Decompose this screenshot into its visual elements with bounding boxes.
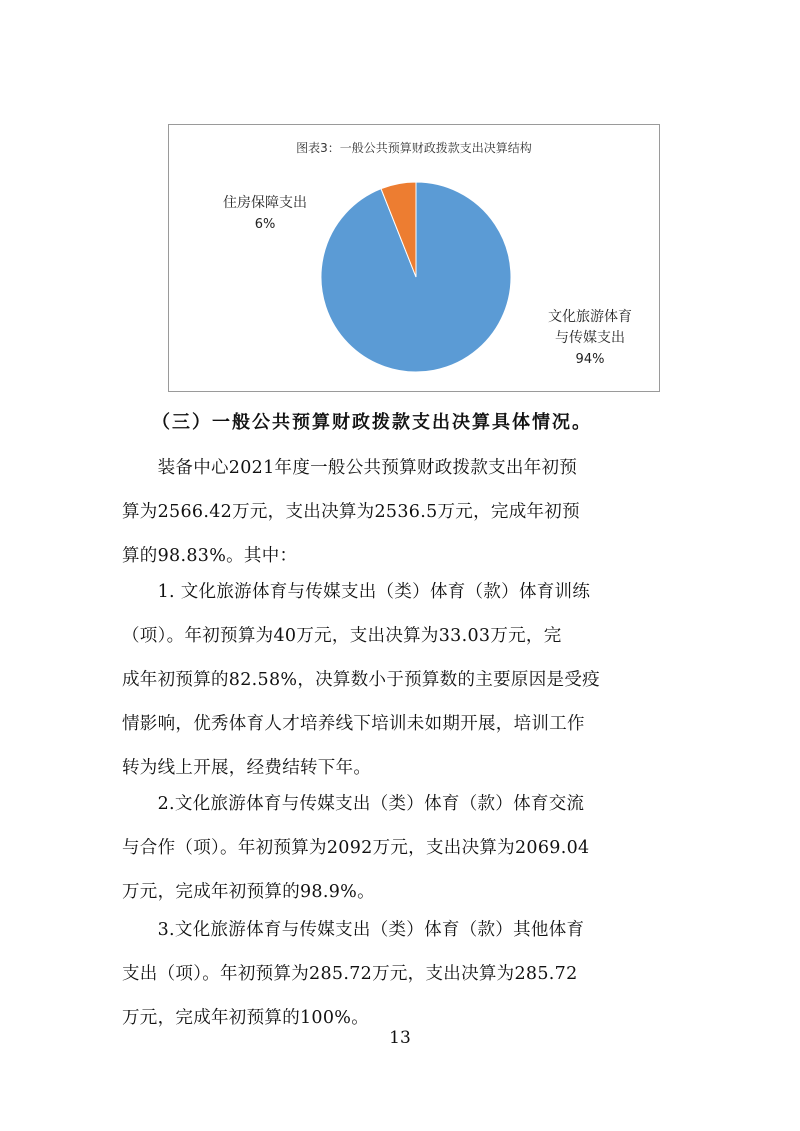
- slice-name-housing: 住房保障支出: [223, 195, 307, 211]
- paragraph-item-1: [122, 570, 682, 790]
- slice-label-culture: [525, 307, 655, 370]
- slice-name-culture-line2: 与传媒支出: [555, 330, 625, 346]
- paragraph-item-3: [122, 908, 682, 1040]
- slice-name-culture-line1: 文化旅游体育: [548, 309, 632, 325]
- paragraph-line: 支出（项）。年初预算为285.72万元，支出决算为285.72: [122, 964, 578, 984]
- paragraph-line: 2.文化旅游体育与传媒支出（类）体育（款）体育交流: [122, 794, 585, 814]
- paragraph-summary: [122, 446, 682, 578]
- page-number: 13: [389, 1028, 411, 1048]
- slice-percent-housing: 6%: [254, 217, 276, 232]
- paragraph-line: 1. 文化旅游体育与传媒支出（类）体育（款）体育训练: [122, 582, 591, 602]
- paragraph-line: 万元，完成年初预算的100%。: [122, 1008, 370, 1028]
- slice-label-housing: [205, 193, 325, 235]
- paragraph-line: 与合作（项）。年初预算为2092万元，支出决算为2069.04: [122, 838, 590, 858]
- paragraph-line: 情影响，优秀体育人才培养线下培训未如期开展，培训工作: [122, 714, 585, 734]
- section-heading: （三）一般公共预算财政拨款支出决算具体情况。: [152, 412, 592, 433]
- paragraph-line: 算为2566.42万元，支出决算为2536.5万元，完成年初预: [122, 502, 580, 522]
- paragraph-line: 算的98.83%。其中：: [122, 546, 298, 566]
- slice-percent-culture: 94%: [575, 352, 605, 367]
- chart-title: 图表3：一般公共预算财政拨款支出决算结构: [296, 141, 532, 155]
- paragraph-line: 转为线上开展，经费结转下年。: [122, 758, 372, 778]
- paragraph-line: 成年初预算的82.58%，决算数小于预算数的主要原因是受疫: [122, 670, 600, 690]
- paragraph-line: 万元，完成年初预算的98.9%。: [122, 882, 375, 902]
- paragraph-item-2: [122, 782, 682, 914]
- paragraph-line: 3.文化旅游体育与传媒支出（类）体育（款）其他体育: [122, 920, 585, 940]
- pie-chart: [168, 124, 660, 392]
- paragraph-line: （项）。年初预算为40万元，支出决算为33.03万元，完: [122, 626, 562, 646]
- paragraph-line: 装备中心2021年度一般公共预算财政拨款支出年初预: [122, 458, 578, 478]
